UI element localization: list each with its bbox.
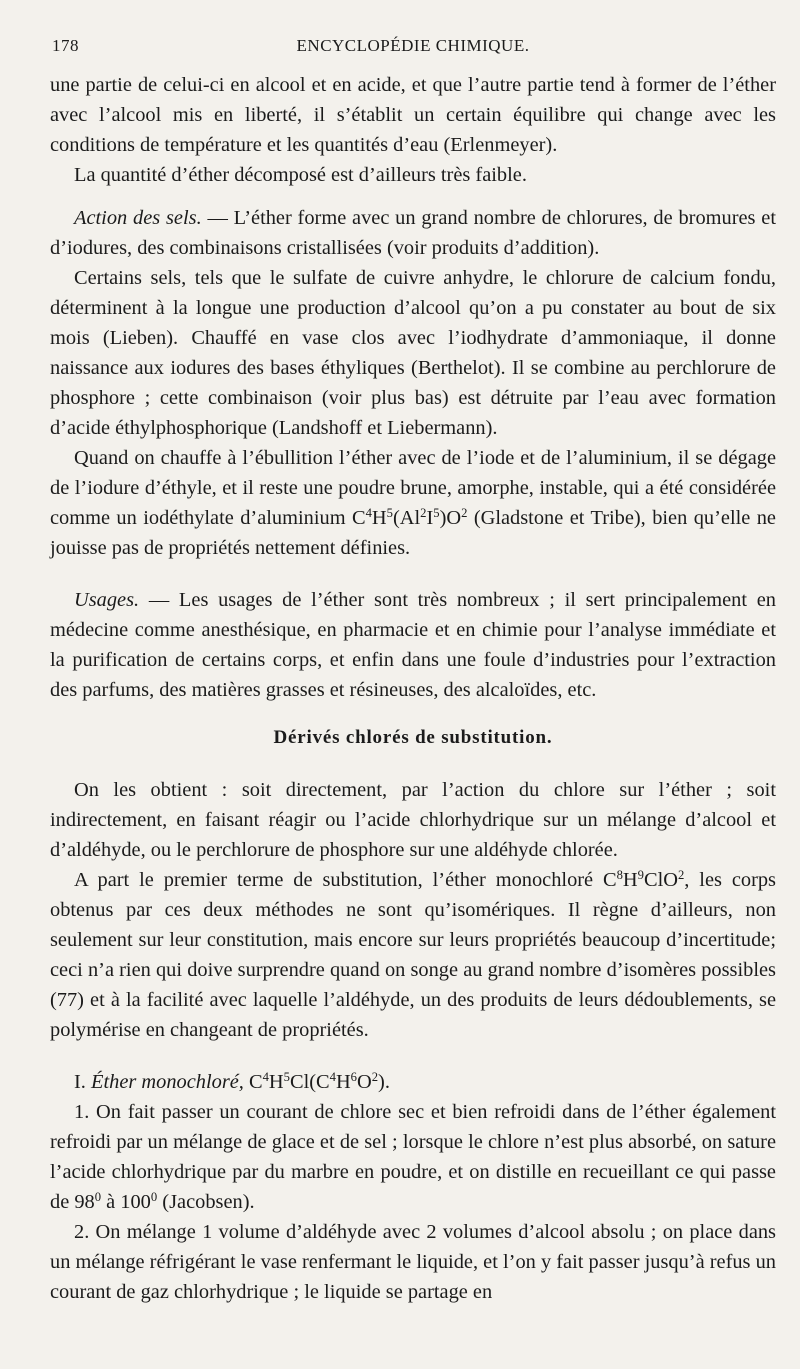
paragraph-obtention: On les obtient : soit directement, par l’action du chlore sur l’éther ; soit indirectement, en faisant réagir ou l’acide chlorhydrique sur un mélange d’alcool et d’aldéhyde, ou le perchlorure de phosphore sur une aldéhyde chlorée. <box>50 779 776 861</box>
page-body <box>50 70 776 1307</box>
section-heading: Dérivés chlorés de substitution. <box>273 727 553 748</box>
paragraph-label: Usages. <box>74 589 140 611</box>
paragraph-iode-aluminium: Quand on chauffe à l’ébullition l’éther avec de l’iode et de l’aluminium, il se dégage de l’iodure d’éthyle, et il reste une poudre brune, amorphe, instable, qui a été considérée comme un iodéthylate d’aluminium $C^4H^5(Al^2I^5)O^2$ (Gladstone et Tribe), bien qu’elle ne jouisse pas de propriétés nettement définies. <box>50 447 776 559</box>
paragraph-label: Action des sels. <box>74 207 202 229</box>
page-number: 178 <box>52 36 79 55</box>
paragraph-continuation: une partie de celui-ci en alcool et en acide, et que l’autre partie tend à former de l’éther avec l’alcool mis en liberté, il s’établit un certain équilibre qui change avec les conditions de température et les quantités d’eau (Erlenmeyer). <box>50 74 776 156</box>
paragraph-action-des-sels: Action des sels. — L’éther forme avec un grand nombre de chlorures, de bromures et d’iodures, des combinaisons cristallisées (voir produits d’addition). <box>50 207 776 259</box>
page-header <box>52 36 774 60</box>
paragraph-method-2: 2. On mélange 1 volume d’aldéhyde avec 2 volumes d’alcool absolu ; on place dans un mélange réfrigérant le vase renfermant le liquide, et l’on y fait passer jusqu’à refus un courant de gaz chlorhydrique ; le liquide se partage en <box>50 1221 776 1303</box>
paragraph-isomeres: A part le premier terme de substitution, l’éther monochloré $C^8H^9ClO^2$, les corps obtenus par ces deux méthodes ne sont qu’isomériques. Il règne d’ailleurs, non seulement sur leur constitution, mais encore sur leurs propriétés beaucoup d’incertitude; ceci n’a rien qui doive surprendre quand on songe au grand nombre d’isomères possibles (77) et à la facilité avec laquelle l’aldéhyde, un des produits de leurs dédoublements, se polymérise en changeant de propriétés. <box>50 868 776 1041</box>
running-title: ENCYCLOPÉDIE CHIMIQUE. <box>296 36 530 55</box>
paragraph-sels: Certains sels, tels que le sulfate de cuivre anhydre, le chlorure de calcium fondu, déterminent à la longue une production d’alcool qu’on a pu constater au bout de six mois (Lieben). Chauffé en vase clos avec l’iodhydrate d’ammoniaque, il donne naissance aux iodures des bases éthyliques (Berthelot). Il se combine au perchlorure de phosphore ; cette combinaison (voir plus bas) est détruite par l’eau avec formation d’acide éthylphosphorique (Landshoff et Liebermann). <box>50 267 776 439</box>
paragraph-method-1: 1. On fait passer un courant de chlore sec et bien refroidi dans de l’éther également refroidi par un mélange de glace et de sel ; lorsque le chlore n’est plus absorbé, on sature l’acide chlorhydrique par du marbre en poudre, et on distille en recueillant ce qui passe de $98^0$ à $100^0$ (Jacobsen). <box>50 1101 776 1213</box>
paragraph-ether-monochlore: I. Éther monochloré, $C^4H^5Cl(C^4H^6O^2)$. <box>74 1070 390 1093</box>
paragraph-decomposition: La quantité d’éther décomposé est d’ailleurs très faible. <box>74 164 527 186</box>
paragraph-usages: Usages. — Les usages de l’éther sont très nombreux ; il sert principalement en médecine comme anesthésique, en pharmacie et en chimie pour l’analyse immédiate et la purification de certains corps, et enfin dans une foule d’industries pour l’extraction des parfums, des matières grasses et résineuses, des alcaloïdes, etc. <box>50 589 776 701</box>
